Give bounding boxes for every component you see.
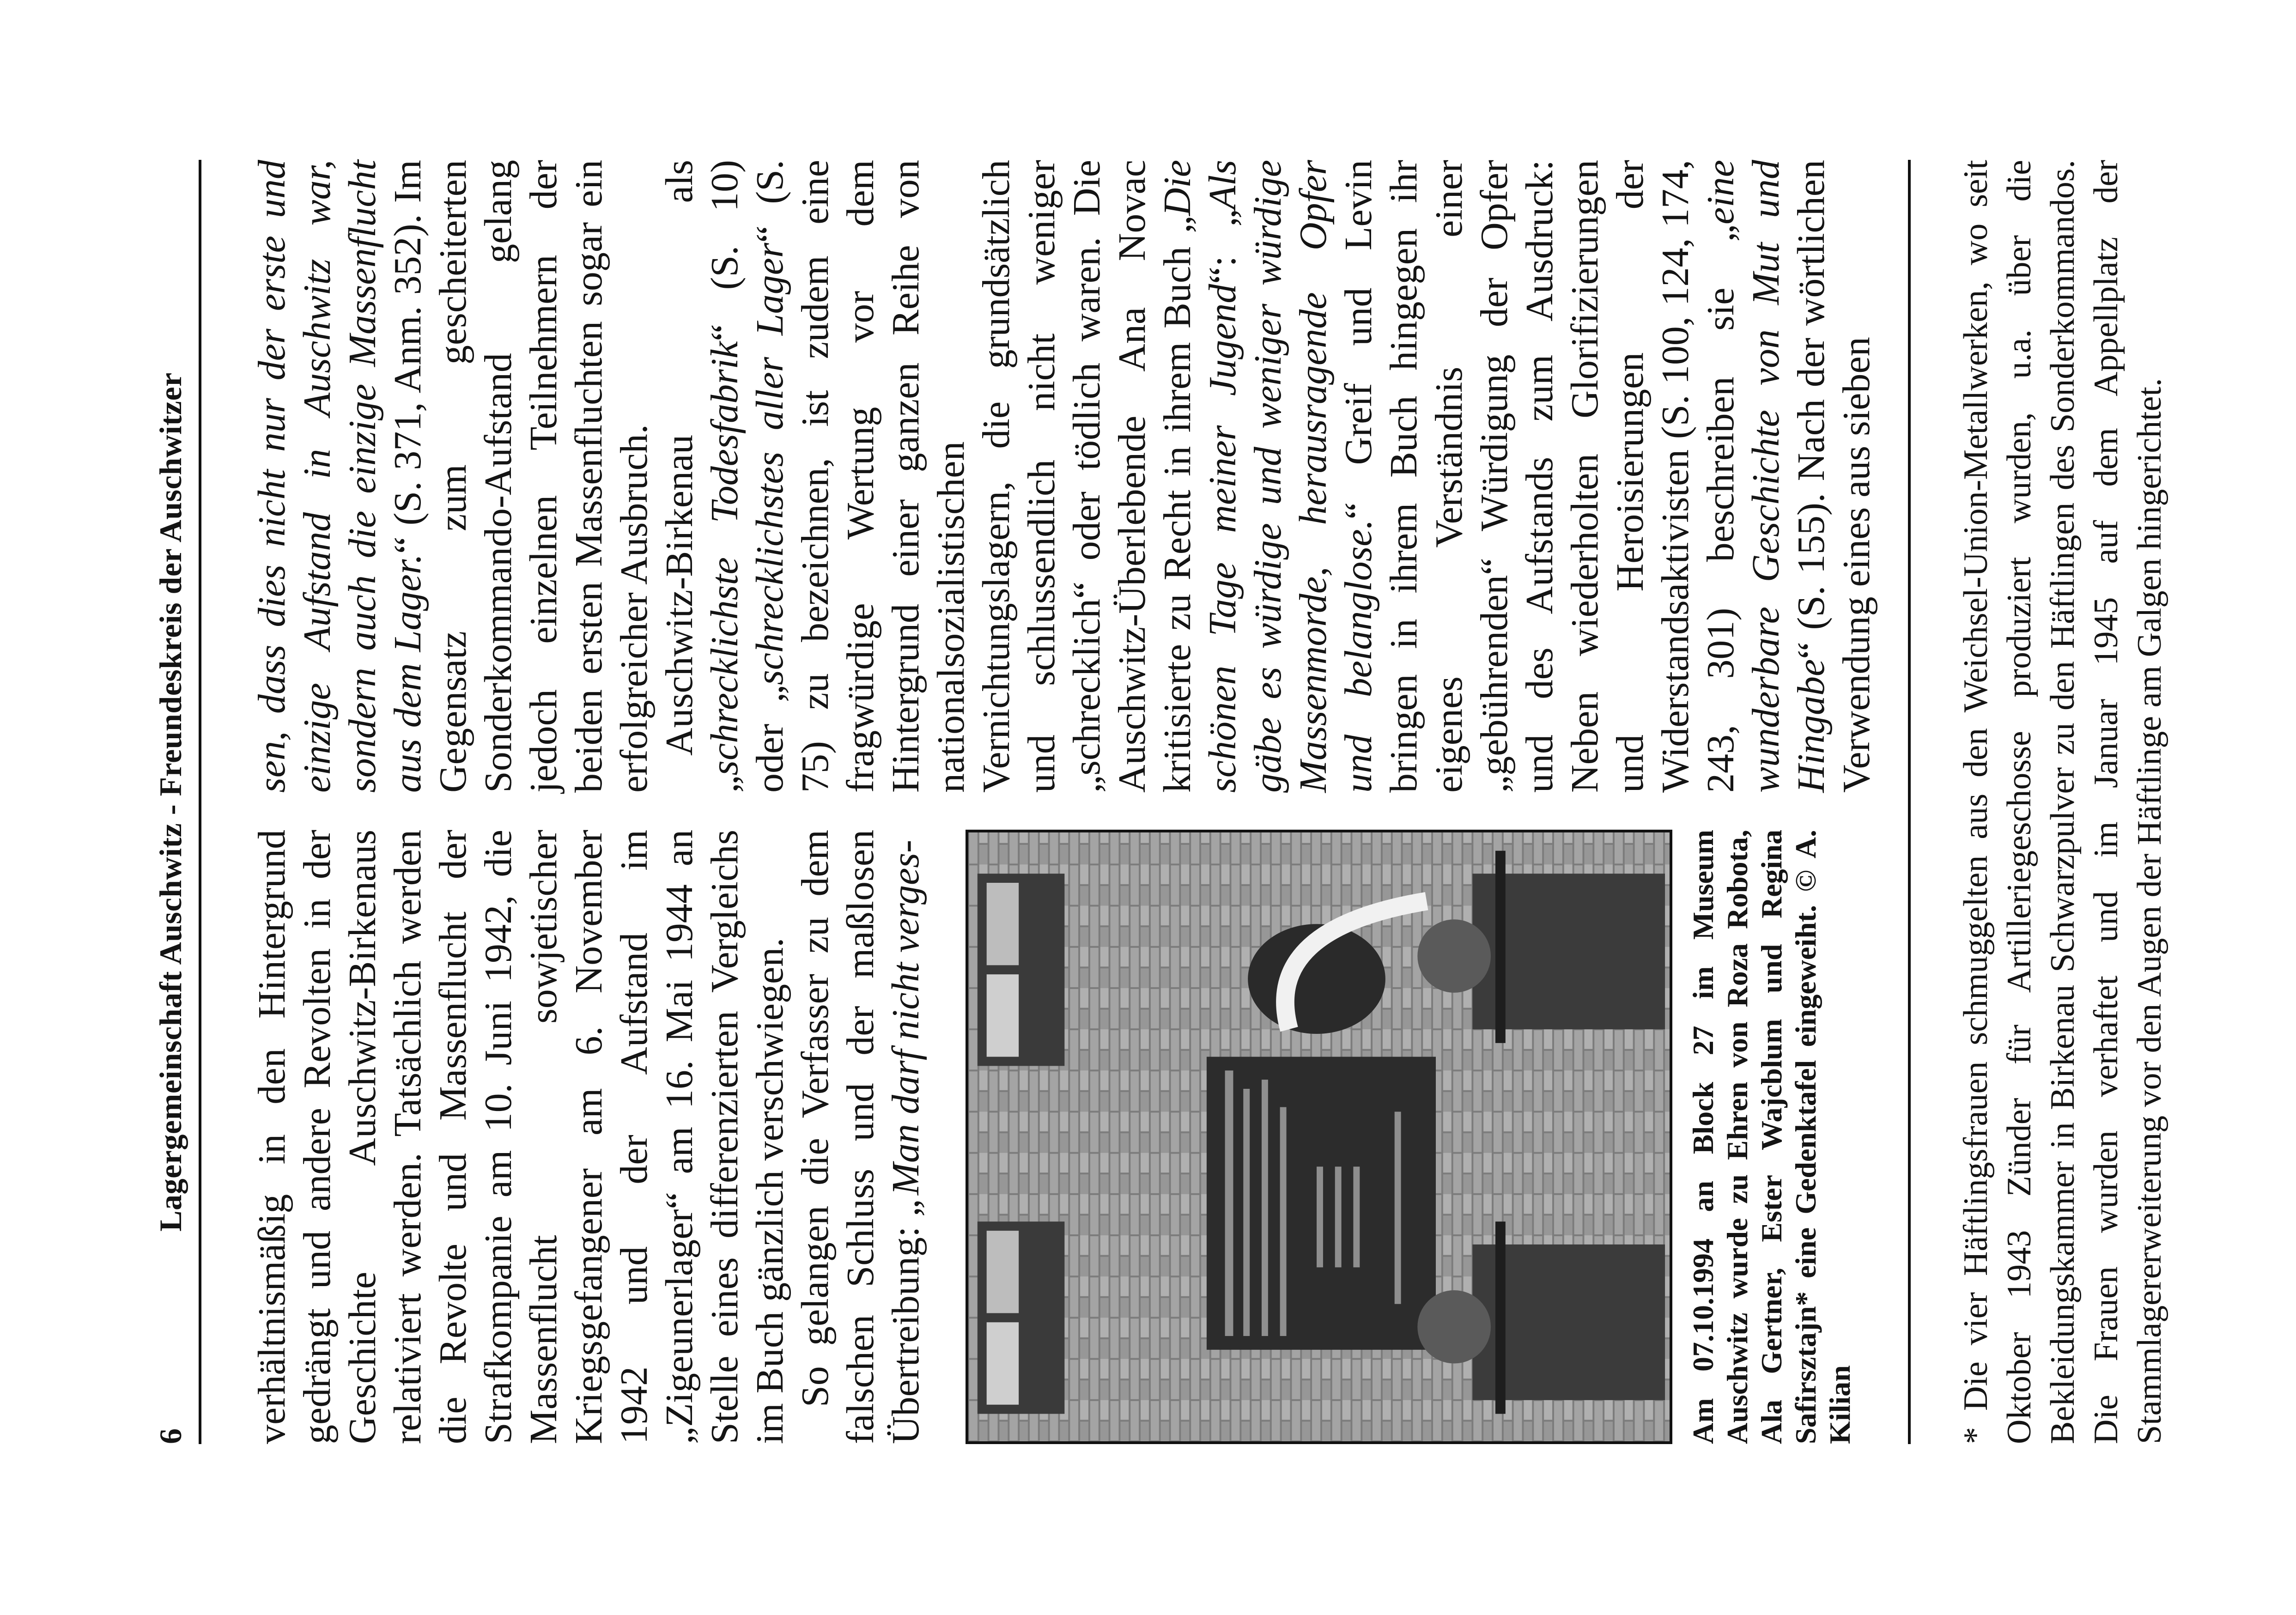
page-number: 6 [153,1428,188,1444]
paragraph: Auschwitz-Birkenau als „schrecklichste Todesfabrik“ (S. 10) oder „schrecklichstes aller Lager“ (S. 75) zu bezeichnen, ist zudem eine fragwürdige Wertung vor dem Hintergrund einer ganzen Reihe von nationalsozialistischen Vernichtungslagern, die grundsätzlich und schlussendlich nicht weniger „schrecklich“ oder tödlich waren. Die Auschwitz-Überlebende Ana Novac kritisierte zu Recht in ihrem Buch „Die schönen Tage meiner Jugend“: „Als gäbe es würdige und weniger würdige Massenmorde, herausragende Opfer und belanglose.“ Greif und Levin bringen in ihrem Buch hingegen ihr eigenes Verständnis einer „gebührenden“ Würdigung der Opfer und des Aufstands zum Ausdruck: Neben wiederholten Glorifizierungen und Heroisierungen der Widerstandsaktivisten (S. 100, 124, 174, 243, 301) beschreiben sie „eine wunderbare Geschichte von Mut und Hingabe“ (S. 155). Nach der wörtlichen Verwendung eines aus sieben [658,160,1878,793]
text-column-left [249,830,929,1444]
paragraph: sen, dass dies nicht nur der erste und einzige Aufstand in Auschwitz war, sondern auch die einzige Massenflucht aus dem Lager.“ (S. 371, Anm. 352). Im Gegensatz zum gescheiterten Sonderkommando-Aufstand gelang jedoch einzelnen Teilnehmern der beiden ersten Massenfluchten sogar ein erfolgreicher Ausbruch. [250,159,656,793]
text-column-right [249,160,1879,793]
page-header [143,160,208,1444]
memorial-photo [966,830,1672,1444]
footnote-rule [1908,160,1911,1444]
footnote: * Die vier Häftlingsfrauen schmuggelten aus den Weichsel-Union-Metallwerken, wo seit Oktober 1943 Zünder für Artilleriegeschosse produziert wurden, u.a. über die Bekleidungskammer in Birkenau Schwarzpulver zu den Häftlingen des Sonderkommandos. Die Frauen wurden verhaftet und im Januar 1945 auf dem Appellplatz der Stammlagererweiterung vor den Augen der Häftlinge am Galgen hingerichtet. [1957,160,2168,1444]
figure-caption: Am 07.10.1994 an Block 27 im Museum Auschwitz wurde zu Ehren von Roza Robota, Ala Gertner, Ester Wajcblum und Regina Safirsztajn* eine Gedenktafel eingeweiht. © A. Kilian [1687,830,1856,1444]
paragraph: verhältnismäßig in den Hintergrund gedrängt und andere Revolten in der Geschichte Auschwitz-Birkenaus relativiert werden. Tatsächlich werden die Revolte und Massenflucht der Strafkompanie am 10. Juni 1942, die Massenflucht sowjetischer Kriegsgefangener am 6. November 1942 und der Aufstand im „Zigeunerlager“ am 16. Mai 1944 an Stelle eines differenzierten Vergleichs im Buch gänzlich verschwiegen. [250,830,791,1444]
paragraph: So gelangen die Verfasser zu dem falschen Schluss und der maßlosen Übertreibung: „Man darf nicht verges- [794,830,927,1444]
header-rule [199,160,201,1444]
running-title: Lagergemeinschaft Auschwitz - Freundeskreis der Auschwitzer [153,372,188,1232]
